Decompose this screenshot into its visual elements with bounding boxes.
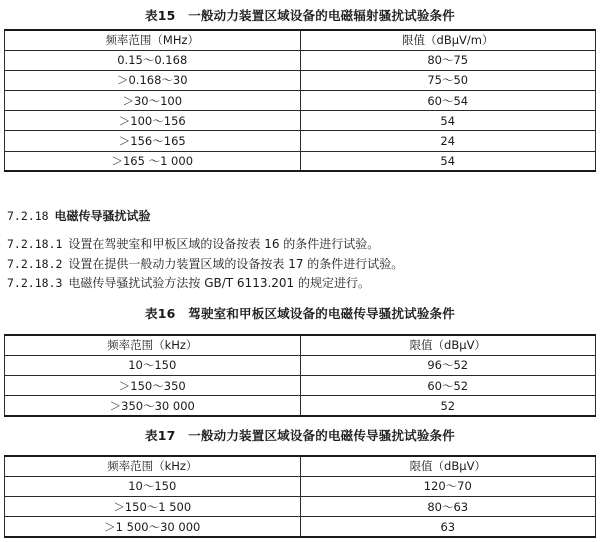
table16 (4, 334, 596, 417)
table-header-row (5, 456, 596, 476)
table-row (5, 476, 596, 496)
clause-item (7, 255, 403, 272)
table16-caption: 表16 驾驶室和甲板区域设备的电磁传导骚扰试验条件 (145, 306, 455, 321)
cell-limit: 60～54 (300, 91, 596, 111)
cell-limit: 24 (300, 131, 596, 151)
header-cell-frequency: 频率范围（MHz） (5, 30, 301, 50)
table-row (5, 111, 596, 131)
cell-limit: 52 (300, 396, 595, 416)
cell-frequency: ＞0.168～30 (5, 70, 301, 90)
section-number: 7.2.18 (7, 209, 49, 223)
clause-item (7, 274, 370, 291)
cell-frequency: ＞150～350 (5, 376, 301, 396)
cell-limit: 120～70 (300, 476, 595, 496)
cell-frequency: 10～150 (5, 476, 301, 496)
section-title: 电磁传导骚扰试验 (54, 209, 151, 223)
cell-frequency: ＞1 500～30 000 (5, 517, 301, 537)
table17-caption: 表17 一般动力装置区域设备的电磁传导骚扰试验条件 (145, 428, 455, 443)
clause-number: 7.2.18.2 (7, 257, 63, 271)
cell-frequency: ＞350～30 000 (5, 396, 301, 416)
header-cell-frequency: 频率范围（kHz） (5, 456, 301, 476)
header-cell-limit: 限值（dBμV/m） (300, 30, 596, 50)
table15-caption: 表15 一般动力装置区域设备的电磁辐射骚扰试验条件 (145, 8, 455, 23)
cell-limit: 96～52 (300, 355, 595, 375)
clause-text: 设置在提供一般动力装置区域的设备按表 17 的条件进行试验。 (68, 257, 404, 271)
cell-limit: 75～50 (300, 70, 596, 90)
header-cell-limit: 限值（dBμV） (300, 335, 595, 355)
table-row (5, 396, 596, 416)
clause-text: 电磁传导骚扰试验方法按 GB/T 6113.201 的规定进行。 (68, 276, 370, 290)
cell-limit: 63 (300, 517, 595, 537)
cell-limit: 60～52 (300, 376, 595, 396)
cell-limit: 80～63 (300, 497, 595, 517)
table-row (5, 50, 596, 70)
cell-frequency: 0.15～0.168 (5, 50, 301, 70)
cell-frequency: ＞165 ～1 000 (5, 151, 301, 171)
header-cell-frequency: 频率范围（kHz） (5, 335, 301, 355)
table17 (4, 455, 596, 538)
table-header-row (5, 30, 596, 50)
header-cell-limit: 限值（dBμV） (300, 456, 595, 476)
cell-limit: 54 (300, 111, 596, 131)
cell-frequency: 10～150 (5, 355, 301, 375)
table-row (5, 70, 596, 90)
table-row (5, 517, 596, 537)
cell-frequency: ＞156～165 (5, 131, 301, 151)
clause-text: 设置在驾驶室和甲板区域的设备按表 16 的条件进行试验。 (68, 237, 380, 251)
section-heading (7, 207, 151, 224)
cell-frequency: ＞150～1 500 (5, 497, 301, 517)
table-row (5, 376, 596, 396)
cell-frequency: ＞30～100 (5, 91, 301, 111)
clause-number: 7.2.18.1 (7, 237, 63, 251)
table-row (5, 131, 596, 151)
table-header-row (5, 335, 596, 355)
table-row (5, 355, 596, 375)
clause-item (7, 235, 379, 252)
table15 (4, 29, 596, 172)
table-row (5, 151, 596, 171)
table-row (5, 91, 596, 111)
cell-limit: 80～75 (300, 50, 596, 70)
cell-frequency: ＞100～156 (5, 111, 301, 131)
cell-limit: 54 (300, 151, 596, 171)
table-row (5, 497, 596, 517)
clause-number: 7.2.18.3 (7, 276, 63, 290)
